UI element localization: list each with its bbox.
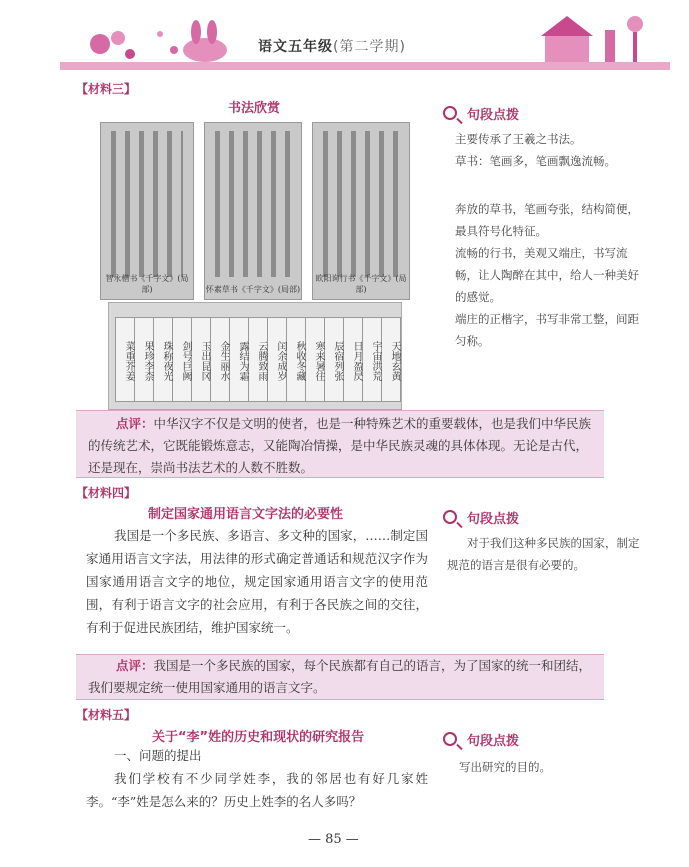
scroll-column: 日月盈昃 (343, 317, 363, 402)
magnifier-icon (443, 732, 457, 746)
section5-subheading: 一、问题的提出 (114, 748, 202, 763)
section4-body: 我国是一个多民族、多语言、多文种的国家，……制定国家通用语言文字法，用法律的形式确定普通话和规范汉字作为国家通用语言文字的地位，规定国家通用语言文字的使用范围，有利于语言文字的社会应用，有利于各民族之间的交往，有利于促进民族团结，维护国家统一。 (86, 528, 428, 635)
calligraphy-scroll-image (108, 302, 402, 410)
scroll-column: 果珍李柰 (134, 317, 154, 402)
section5-title: 关于“李”姓的历史和现状的研究报告 (152, 730, 365, 745)
scroll-column: 秋收冬藏 (286, 317, 306, 402)
note-heading: 句段点拨 (467, 108, 520, 123)
comment-label: 点评： (116, 658, 154, 673)
scroll-column: 露结为霜 (229, 317, 249, 402)
scroll-column: 天地玄黄 (381, 317, 401, 402)
bunny-decoration (170, 18, 240, 64)
section5-body: 我们学校有不少同学姓李，我的邻居也有好几家姓李。“李”姓是怎么来的？历史上姓李的名人多吗？ (86, 771, 428, 809)
magnifier-icon (443, 106, 457, 120)
section5-note (443, 730, 643, 778)
calligraphy-image-3 (312, 122, 410, 300)
section3-label: 【材料三】 (76, 82, 137, 96)
section4-label: 【材料四】 (76, 486, 137, 500)
note-line: 流畅的行书，美观又端庄，书写流畅，让人陶醉在其中，给人一种美好的感觉。 (455, 246, 639, 304)
calligraphy-image-1 (100, 122, 194, 300)
note-line: 草书：笔画多，笔画飘逸流畅。 (455, 154, 616, 168)
magnifier-icon (443, 510, 457, 524)
section3-comment-box (76, 410, 604, 478)
scroll-column: 玉出昆冈 (191, 317, 211, 402)
page-header (0, 0, 689, 78)
note-line: 端庄的正楷字，书写非常工整，间距匀称。 (455, 312, 639, 348)
scroll-column: 闰余成岁 (267, 317, 287, 402)
note-line: 奔放的草书，笔画夸张，结构简便，最具符号化特征。 (455, 202, 639, 238)
section5-label: 【材料五】 (76, 708, 137, 722)
scroll-column: 宇宙洪荒 (362, 317, 382, 402)
scroll-column: 云腾致雨 (248, 317, 268, 402)
section4-title: 制定国家通用语言文字法的必要性 (148, 507, 344, 522)
section4-comment-box (76, 654, 604, 700)
note-line: 主要传承了王羲之书法。 (455, 132, 582, 146)
section3-note (443, 104, 643, 352)
scroll-column: 珠称夜光 (153, 317, 173, 402)
header-band (60, 62, 670, 70)
note-heading: 句段点拨 (467, 734, 520, 749)
section3-comment: 中华汉字不仅是文明的使者，也是一种特殊艺术的重要载体，也是我们中华民族的传统艺术，它既能锻炼意志，又能陶冶情操，是中华民族灵魂的具体体现。无论是古代，还是现在，崇尚书法艺术的人数不胜数。 (88, 416, 592, 475)
calligraphy-caption-1: 智永楷书《千字文》(局部) (105, 274, 189, 294)
scroll-column: 菜重芥姜 (115, 317, 135, 402)
note-line: 对于我们这种多民族的国家，制定规范的语言是很有必要的。 (447, 536, 640, 572)
scroll-column: 金生丽水 (210, 317, 230, 402)
calligraphy-caption-3: 欧阳询行书《千字文》(局部) (315, 274, 407, 294)
section4-comment: 我国是一个多民族的国家，每个民族都有自己的语言，为了国家的统一和团结，我们要规定统一使用国家通用的语言文字。 (88, 658, 592, 695)
note-line: 写出研究的目的。 (459, 760, 551, 774)
note-heading: 句段点拨 (467, 512, 520, 527)
scroll-column: 辰宿列张 (324, 317, 344, 402)
header-subtitle: (第二学期) (333, 39, 406, 55)
comment-label: 点评： (116, 416, 154, 431)
scroll-column: 剑号巨阙 (172, 317, 192, 402)
calligraphy-image-2 (204, 122, 302, 300)
section3-title: 书法欣赏 (228, 101, 281, 116)
house-decoration (515, 10, 665, 66)
section4-note (443, 508, 643, 576)
page-number: — 85 — (308, 832, 359, 847)
header-title: 语文五年级(第二学期) (258, 39, 406, 55)
scroll-column: 寒来暑往 (305, 317, 325, 402)
calligraphy-caption-2: 怀素草书《千字文》(局部) (205, 285, 301, 294)
